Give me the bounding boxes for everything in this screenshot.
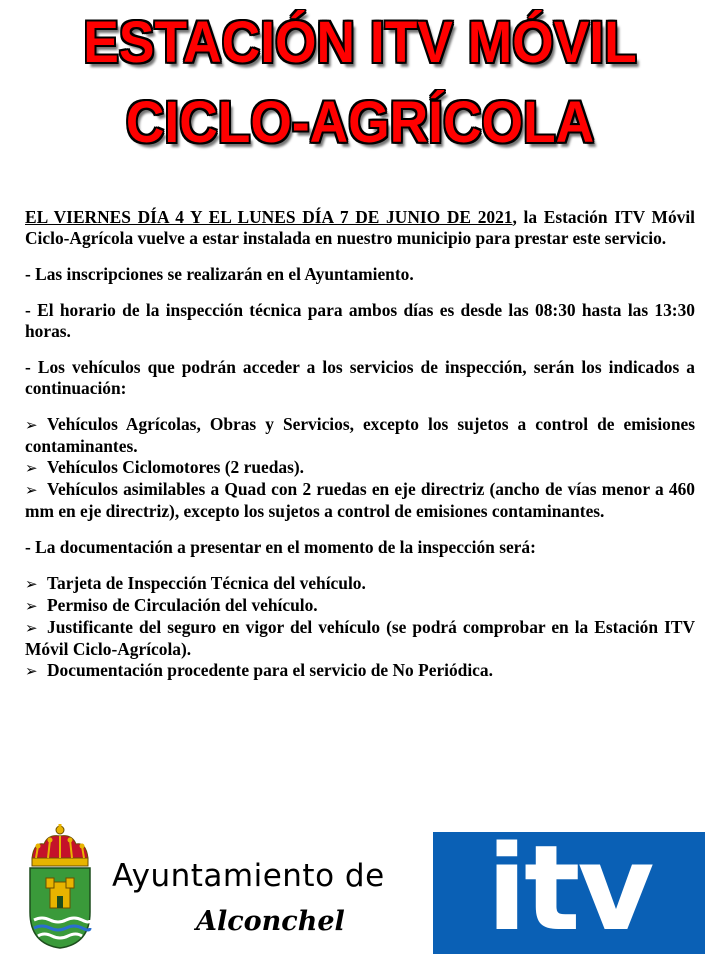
list-item-text: Vehículos Agrícolas, Obras y Servicios, excepto los sujetos a control de emisiones contaminantes. xyxy=(25,414,695,456)
list-item xyxy=(25,414,695,457)
intro-paragraph xyxy=(25,207,695,249)
announcement-body xyxy=(25,207,695,697)
list-item-text: Justificante del seguro en vigor del vehículo (se podrá comprobar en la Estación ITV Móvil Ciclo-Agrícola). xyxy=(25,617,695,659)
documentos-list xyxy=(25,573,695,682)
list-item xyxy=(25,573,695,595)
vehiculos-list xyxy=(25,414,695,522)
arrow-bullet-icon: ➢ xyxy=(25,662,38,680)
arrow-bullet-icon: ➢ xyxy=(25,575,38,593)
list-item xyxy=(25,660,695,682)
arrow-bullet-icon: ➢ xyxy=(25,481,38,499)
list-item-text: Permiso de Circulación del vehículo. xyxy=(47,595,318,615)
list-item-text: Tarjeta de Inspección Técnica del vehículo. xyxy=(47,573,366,593)
inscripciones-paragraph: - Las inscripciones se realizarán en el Ayuntamiento. xyxy=(25,264,414,284)
arrow-bullet-icon: ➢ xyxy=(25,459,38,477)
arrow-bullet-icon: ➢ xyxy=(25,597,38,615)
arrow-bullet-icon: ➢ xyxy=(25,416,38,434)
list-item xyxy=(25,457,695,479)
intro-rest: , la Estación ITV Móvil Ciclo-Agrícola vuelve a estar instalada en nuestro municipio para prestar este servicio. xyxy=(25,207,695,248)
list-item xyxy=(25,479,695,522)
arrow-bullet-icon: ➢ xyxy=(25,619,38,637)
horario-paragraph: - El horario de la inspección técnica para ambos días es desde las 08:30 hasta las 13:30 horas. xyxy=(25,300,695,341)
list-item-text: Documentación procedente para el servicio de No Periódica. xyxy=(47,660,493,680)
intro-date: EL VIERNES DÍA 4 Y EL LUNES DÍA 7 DE JUNIO DE 2021 xyxy=(25,207,513,227)
list-item xyxy=(25,617,695,660)
list-item xyxy=(25,595,695,617)
documentacion-intro-paragraph: - La documentación a presentar en el momento de la inspección será: xyxy=(25,537,536,557)
town-name: Alconchel xyxy=(196,906,345,937)
vehiculos-intro-paragraph: - Los vehículos que podrán acceder a los servicios de inspección, serán los indicados a continuación: xyxy=(25,357,695,398)
list-item-text: Vehículos asimilables a Quad con 2 ruedas en eje directriz (ancho de vías menor a 460 mm en eje directriz), excepto los sujetos a control de emisiones contaminantes. xyxy=(25,479,695,521)
itv-logo xyxy=(433,819,705,957)
itv-logo-text: itv xyxy=(486,819,652,957)
title-line-2: CICLO-AGRÍCOLA xyxy=(125,90,595,155)
ayuntamiento-label: Ayuntamiento de xyxy=(112,858,385,894)
title-line-1: ESTACIÓN ITV MÓVIL xyxy=(83,10,637,75)
municipal-crest-icon xyxy=(24,822,96,950)
list-item-text: Vehículos Ciclomotores (2 ruedas). xyxy=(47,457,304,477)
